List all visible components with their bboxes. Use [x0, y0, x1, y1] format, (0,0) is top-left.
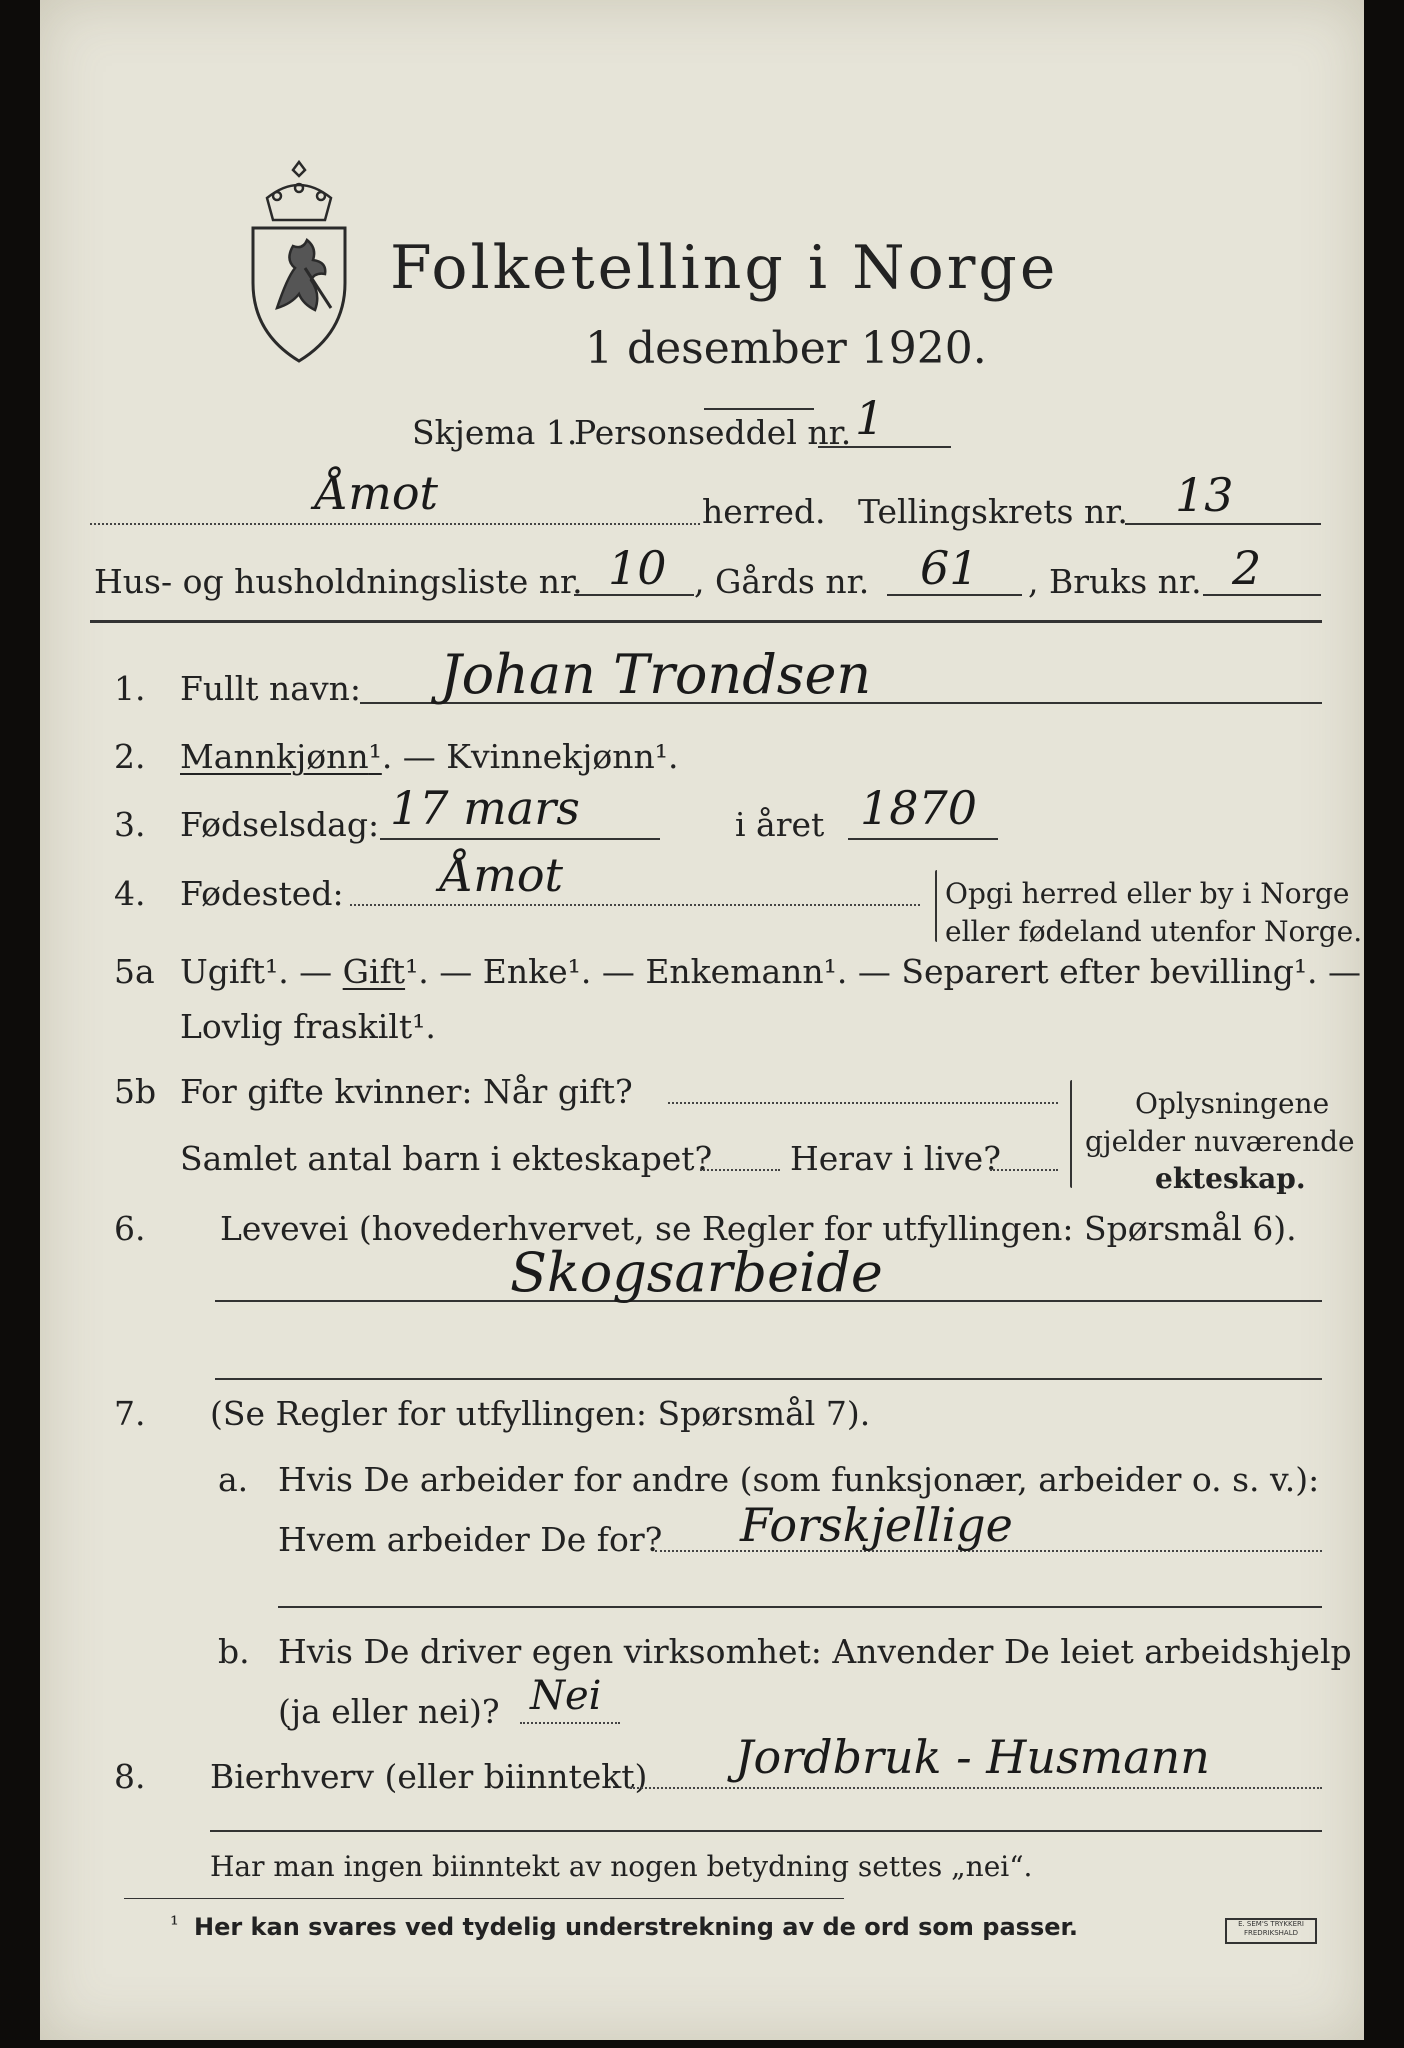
q5a-number: 5a: [114, 952, 155, 991]
personseddel-line: [818, 446, 951, 448]
q6-value: Skogsarbeide: [510, 1241, 883, 1304]
q7a-line-extra: [278, 1606, 1322, 1608]
q5b-line2: [700, 1169, 780, 1171]
q4-note-line2: eller fødeland utenfor Norge.: [945, 915, 1363, 948]
herred-value: Åmot: [315, 466, 439, 520]
q3-label: Fødselsdag:: [180, 805, 380, 844]
q2-gender: Mannkjønn¹. — Kvinnekjønn¹.: [180, 737, 679, 776]
gards-label: , Gårds nr.: [694, 562, 870, 601]
q3-year-value: 1870: [860, 781, 978, 835]
bruks-value: 2: [1232, 541, 1262, 595]
q4-note-line1: Opgi herred eller by i Norge: [945, 877, 1350, 910]
q7a-line2: Hvem arbeider De for?: [278, 1520, 663, 1559]
hus-label: Hus- og husholdningsliste nr.: [94, 562, 583, 601]
q5b-note-line1: Oplysningene: [1135, 1087, 1330, 1120]
herred-label: herred.: [702, 492, 826, 531]
q5b-number: 5b: [114, 1072, 157, 1111]
title-divider: [704, 408, 814, 410]
q8-label: Bierhverv (eller biinntekt): [210, 1757, 648, 1796]
section-divider: [90, 620, 1322, 623]
q1-number: 1.: [114, 669, 146, 708]
q3-number: 3.: [114, 805, 146, 844]
personseddel-value: 1: [855, 391, 885, 445]
census-form-page: [40, 0, 1364, 2040]
personseddel-label: Personseddel nr.: [574, 413, 852, 452]
q7b-line1: Hvis De driver egen virksomhet: Anvender De leiet arbeidshjelp: [278, 1632, 1352, 1671]
q6-label: Levevei (hovederhvervet, se Regler for utfyllingen: Spørsmål 6).: [220, 1209, 1297, 1248]
q3-year-line: [848, 838, 998, 840]
q7a-value: Forskjellige: [740, 1498, 1013, 1552]
q7-label: (Se Regler for utfyllingen: Spørsmål 7).: [210, 1394, 871, 1433]
q4-label: Fødested:: [180, 874, 344, 913]
q5b-note-line3: ekteskap.: [1155, 1162, 1306, 1195]
printer-stamp: E. SEM'S TRYKKERI FREDRIKSHALD: [1225, 1918, 1317, 1944]
tellingskrets-value: 13: [1175, 468, 1234, 522]
q8-divider: [210, 1830, 1322, 1832]
q5b-label1: For gifte kvinner: Når gift?: [180, 1072, 633, 1111]
q8-line: [630, 1787, 1322, 1789]
q1-label: Fullt navn:: [180, 669, 361, 708]
q7b-answer-line: [520, 1722, 620, 1724]
q7b-letter: b.: [218, 1632, 250, 1671]
schema-label: Skjema 1.: [412, 413, 578, 452]
q1-value: Johan Trondsen: [440, 643, 872, 706]
male-option: Mannkjønn¹: [180, 737, 382, 776]
tellingskrets-line: [1125, 523, 1321, 525]
footnote-divider: [124, 1898, 844, 1899]
q5b-label3: Herav i live?: [790, 1139, 1001, 1178]
gards-value: 61: [920, 541, 979, 595]
footnote-mark: ¹: [170, 1913, 179, 1938]
q5b-line1: [668, 1102, 1058, 1104]
q4-note-brace: [935, 870, 937, 942]
q5b-line3: [990, 1169, 1058, 1171]
coat-of-arms-icon: [245, 158, 353, 363]
q5b-note-brace: [1070, 1080, 1072, 1188]
q3-year-label: i året: [735, 805, 825, 844]
q4-line: [350, 904, 920, 906]
form-title: Folketelling i Norge: [390, 233, 1059, 303]
q5a-line2: Lovlig fraskilt¹.: [180, 1007, 436, 1046]
q2-number: 2.: [114, 737, 146, 776]
q6-line2: [215, 1378, 1322, 1380]
herred-line: [90, 523, 700, 525]
q5a-options: Ugift¹. — Gift¹. — Enke¹. — Enkemann¹. — Separert efter bevilling¹. —: [180, 952, 1362, 991]
q7a-line1: Hvis De arbeider for andre (som funksjonær, arbeider o. s. v.):: [278, 1460, 1320, 1499]
q7b-line2: (ja eller nei)?: [278, 1692, 500, 1731]
census-date: 1 desember 1920.: [585, 323, 987, 374]
q4-number: 4.: [114, 874, 146, 913]
footer-note: Har man ingen biinntekt av nogen betydning settes „nei“.: [210, 1850, 1033, 1883]
q7b-value: Nei: [530, 1673, 602, 1719]
gift-option: Gift: [342, 952, 406, 991]
bruks-line: [1203, 594, 1321, 596]
female-option: Kvinnekjønn: [446, 737, 655, 776]
bruks-label: , Bruks nr.: [1028, 562, 1202, 601]
q4-value: Åmot: [440, 848, 564, 902]
tellingskrets-label: Tellingskrets nr.: [858, 492, 1128, 531]
q6-number: 6.: [114, 1209, 146, 1248]
q5b-label2: Samlet antal barn i ekteskapet?: [180, 1139, 713, 1178]
q7a-letter: a.: [218, 1460, 249, 1499]
q8-value: Jordbruk - Husmann: [735, 1730, 1210, 1784]
hus-value: 10: [608, 541, 667, 595]
q3-line: [380, 838, 660, 840]
q7-number: 7.: [114, 1394, 146, 1433]
q8-number: 8.: [114, 1757, 146, 1796]
q3-value: 17 mars: [390, 781, 580, 835]
footnote-text: Her kan svares ved tydelig understrekning av de ord som passer.: [194, 1913, 1079, 1941]
q5b-note-line2: gjelder nuværende: [1085, 1125, 1355, 1158]
